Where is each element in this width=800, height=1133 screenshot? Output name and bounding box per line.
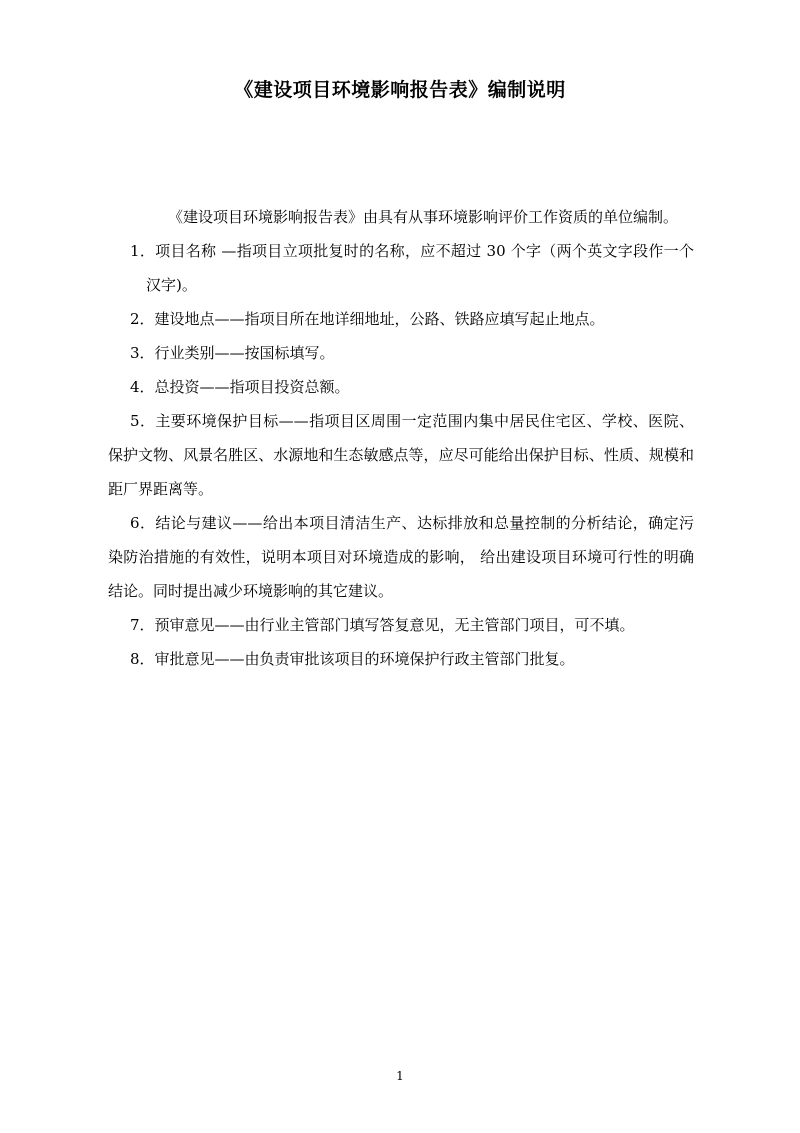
- list-item-1: 1．项目名称 —指项目立项批复时的名称，应不超过 30 个字（两个英文字段作一个汉字)。: [130, 242, 694, 294]
- list-item-7: 7．预审意见——由行业主管部门填写答复意见，无主管部门项目，可不填。: [130, 616, 635, 634]
- intro-paragraph: 《建设项目环境影响报告表》由具有从事环境影响评价工作资质的单位编制。: [168, 208, 679, 226]
- list-item-4: 4．总投资——指项目投资总额。: [130, 378, 350, 396]
- page-number: 1: [396, 1069, 404, 1083]
- list-item-2: 2．建设地点——指项目所在地详细地址，公路、铁路应填写起止地点。: [130, 310, 605, 328]
- document-title: 《建设项目环境影响报告表》编制说明: [234, 79, 566, 101]
- document-body: [108, 200, 694, 676]
- list-item-5: 5．主要环境保护目标——指项目区周围一定范围内集中居民住宅区、学校、医院、保护文物、风景名胜区、水源地和生态敏感点等，应尽可能给出保护目标、性质、规模和距厂界距离等。: [108, 412, 694, 498]
- list-item-8: 8．审批意见——由负责审批该项目的环境保护行政主管部门批复。: [130, 650, 575, 668]
- list-item-3: 3．行业类别——按国标填写。: [130, 344, 335, 362]
- list-item-6: 6．结论与建议——给出本项目清洁生产、达标排放和总量控制的分析结论，确定污染防治措施的有效性，说明本项目对环境造成的影响， 给出建设项目环境可行性的明确结论。同时提出减少环境影响的其它建议。: [108, 514, 694, 600]
